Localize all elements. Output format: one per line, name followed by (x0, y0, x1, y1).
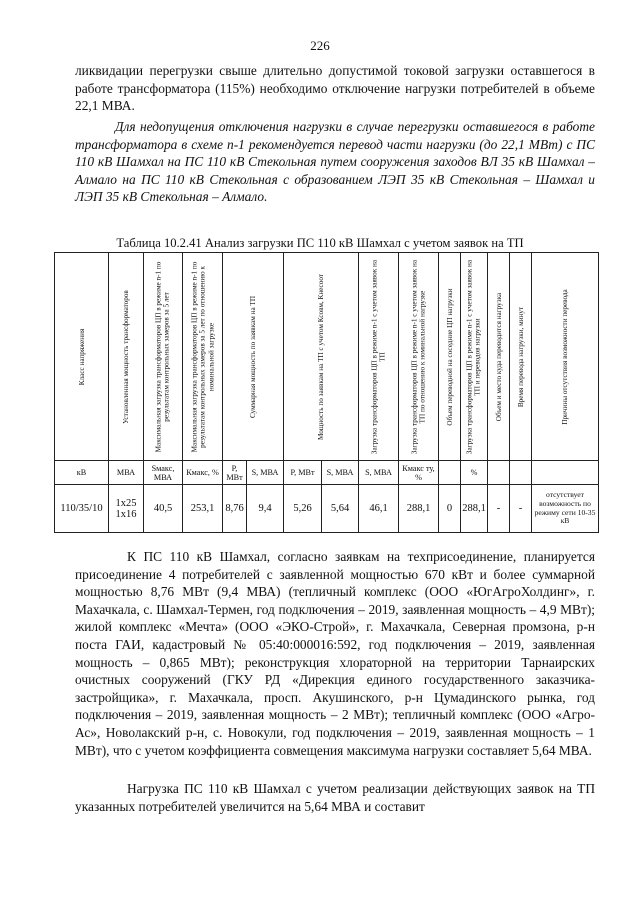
header-transfer-time: Время перевода нагрузки, минут (510, 253, 532, 461)
header-max-load: Максимальная загрузка трансформаторов ЦП в режиме n-1 по результатам контрольных замеров за 5 лет (144, 253, 183, 461)
cell-voltage: 110/35/10 (55, 485, 109, 533)
unit-cell (510, 461, 532, 485)
header-total-requested-power: Суммарная мощность по заявкам на ТП (223, 253, 284, 461)
cell-max-load: 40,5 (144, 485, 183, 533)
unit-cell: МВА (109, 461, 144, 485)
cell-coef-s: 5,64 (322, 485, 359, 533)
table-units-row (55, 461, 599, 485)
cell-total-s: 9,4 (247, 485, 284, 533)
paragraph-recommendation: Для недопущения отключения нагрузки в случае перегрузки оставшегося в работе трансформатора в схеме n-1 рекомендуется перевод части нагрузки (до 22,1 МВт) с ПС 110 кВ Шамхал на ПС 110 кВ Стекольная путем сооружения заходов ВЛ 35 кВ Шамхал – Алмало на ПС 110 кВ Стекольная с образованием ЛЭП 35 кВ Стекольная – Шамхал и ЛЭП 35 кВ Стекольная – Алмало. (75, 119, 595, 205)
unit-cell: S, МВА (322, 461, 359, 485)
header-load-with-requests-ratio: Загрузка трансформаторов ЦП в режиме n-1 с учетом заявок на ТП по отношению к номинальной нагрузке (399, 253, 439, 461)
paragraph-load-increase: Нагрузка ПС 110 кВ Шамхал с учетом реализации действующих заявок на ТП указанных потребителей увеличится на 5,64 МВА и составит (75, 781, 595, 814)
unit-cell (439, 461, 461, 485)
header-load-with-requests: Загрузка трансформаторов ЦП в режиме n-1 с учетом заявок на ТП (359, 253, 399, 461)
table-caption: Таблица 10.2.41 Анализ загрузки ПС 110 кВ Шамхал с учетом заявок на ТП (116, 236, 524, 250)
unit-cell: S, МВА (247, 461, 284, 485)
unit-cell: Кмакс ту, % (399, 461, 439, 485)
header-voltage-class: Класс напряжения (55, 253, 109, 461)
unit-cell: P, МВт (284, 461, 322, 485)
unit-cell: S, МВА (359, 461, 399, 485)
unit-cell: % (461, 461, 488, 485)
header-max-load-ratio: Максимальная загрузка трансформаторов ЦП в режиме n-1 по результатам контрольных замеров за 5 лет по отношению к номинальной загрузке (183, 253, 223, 461)
cell-coef-p: 5,26 (284, 485, 322, 533)
unit-cell (488, 461, 510, 485)
unit-cell: P, МВт (223, 461, 247, 485)
unit-cell (532, 461, 599, 485)
unit-cell: Кмакс, % (183, 461, 223, 485)
paragraph-overload-liquidation: ликвидации перегрузки свыше длительно допустимой токовой загрузки оставшегося в работе трансформатора (115%) необходимо отключение нагрузки потребителей в объеме 22,1 МВА. (75, 63, 595, 114)
cell-load-with-transfers: 288,1 (461, 485, 488, 533)
header-transfer-volume: Объем переводной на соседние ЦП нагрузки (439, 253, 461, 461)
cell-transfer-time: - (510, 485, 532, 533)
table-header-row (55, 253, 599, 461)
cell-transfer-destination: - (488, 485, 510, 533)
load-analysis-table (54, 252, 599, 533)
cell-load-with-requests-ratio: 288,1 (399, 485, 439, 533)
header-installed-capacity: Установленная мощность трансформаторов (109, 253, 144, 461)
header-no-transfer-reason: Причины отсутствия возможности перевода (532, 253, 599, 461)
cell-transfer-volume: 0 (439, 485, 461, 533)
cell-max-load-ratio: 253,1 (183, 485, 223, 533)
unit-cell: кВ (55, 461, 109, 485)
cell-installed-capacity: 1х25 1х16 (109, 485, 144, 533)
cell-no-transfer-reason: отсутствует возможность по режиму сети 10-35 кВ (532, 485, 599, 533)
page-number: 226 (310, 38, 330, 53)
cell-total-p: 8,76 (223, 485, 247, 533)
paragraph-connection-requests: К ПС 110 кВ Шамхал, согласно заявкам на техприсоединение, планируется присоединение 4 потребителей с заявленной мощностью 670 кВт и более суммарной мощностью 8,76 МВт (9,4 МВА) (тепличный комплекс (ООО «ЮгАгроХолдинг», г. Махачкала, с. Шамхал-Термен, год подключения – 2019, заявленная мощность – 4,9 МВт); жилой комплекс «Мечта» (ООО «ЭКО-Строй», г. Махачкала, Северная промзона, р-н поста ГАИ, кадастровый № 05:40:000016:592, год подключения – 2019, заявленная мощность – 0,865 МВт); реконструкция хлораторной на территории Тарнаирских очистных сооружений (ГКУ РД «Дирекция единого государственного заказчика-застройщика», г. Махачкала, просп. Акушинского, р-н Цумадинского рынка, год подключения – 2019, заявленная мощность – 2 МВт); тепличный комплекс (ООО «Агро-Ас», Новолакский р-н, с. Новокули, год подключения – 2019, заявленная мощность – 1 МВт), что с учетом коэффициента совмещения максимума нагрузки составляет 5,64 МВА. (75, 549, 595, 758)
header-transfer-destination: Объем и место куда переводится нагрузка (488, 253, 510, 461)
cell-load-with-requests: 46,1 (359, 485, 399, 533)
header-load-with-transfers: Загрузка трансформаторов ЦП в режиме n-1 с учетом заявок на ТП и переводов нагрузки (461, 253, 488, 461)
header-requested-power-with-coefficients: Мощность по заявкам на ТП с учетом Ксовм, Кнесоот (284, 253, 359, 461)
unit-cell: Sмакс, МВА (144, 461, 183, 485)
table-row (55, 485, 599, 533)
